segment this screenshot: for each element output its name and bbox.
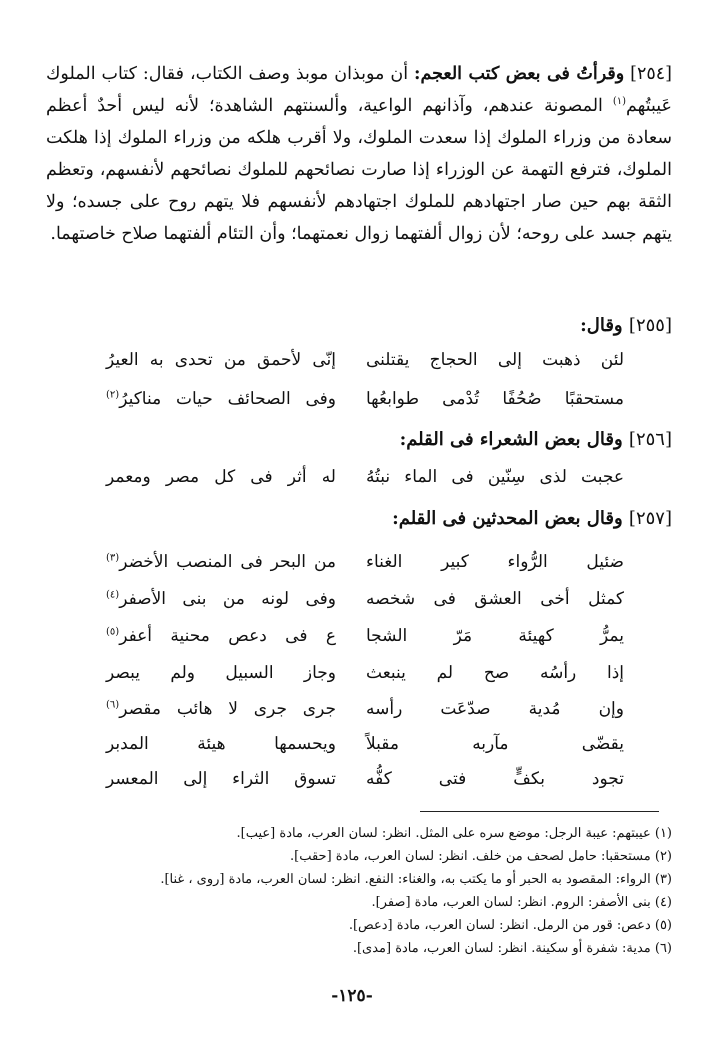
verse-line	[0, 656, 724, 690]
verse-second-hemistich: وفى الصحائف حيات مناكيرُ$^{(٢)}$	[106, 389, 336, 409]
section-title: وقال:	[580, 315, 623, 336]
footnotes	[46, 822, 672, 960]
verse-second-hemistich: تسوق الثراء إلى المعسر	[106, 769, 336, 789]
footnote-ref: (١)	[612, 96, 626, 108]
verse-line	[0, 460, 724, 494]
footnote: (٦) مدية: شفرة أو سكينة. انظر: لسان العرب، مادة [مدى].	[352, 941, 672, 956]
section-number: [٢٥٧]	[628, 508, 672, 529]
section-title: وقال بعض الشعراء فى القلم:	[399, 429, 623, 450]
verse-first-hemistich: يقضّى مآربه مقبلاً	[366, 734, 624, 754]
footnote-divider	[420, 811, 659, 812]
verse-second-hemistich: وجاز السبيل ولم يبصر	[106, 663, 336, 683]
verse-first-hemistich: يمرُّ كهيئة مَرّ الشجا	[366, 626, 624, 646]
verse-line	[0, 727, 724, 761]
section-number: [٢٥٥]	[628, 315, 672, 336]
section-257-heading	[392, 503, 672, 535]
verse-line	[0, 545, 724, 579]
section-lead: وقرأتُ فى بعض كتب العجم:	[414, 64, 625, 84]
verse-line	[0, 382, 724, 416]
footnote: (٣) الرواء: المقصود به الحبر أو ما يكتب به، والغناء: النفع. انظر: لسان العرب، مادة [روى ، غنا].	[160, 872, 672, 887]
section-title: وقال بعض المحدثين فى القلم:	[392, 508, 623, 529]
verse-second-hemistich: ويحسمها هيئة المدبر	[106, 734, 336, 754]
page-number: -١٢٥-	[331, 986, 373, 1006]
paragraph-text: أن موبذان موبذ وصف الكتاب، فقال: كتاب الملوك عَيبتُهم	[46, 64, 672, 116]
verse-first-hemistich: كمثل أخى العشق فى شخصه	[366, 589, 624, 609]
footnote-ref: (٢)	[106, 389, 120, 401]
section-255-heading	[580, 310, 672, 342]
footnote: (٥) دعص: قور من الرمل. انظر: لسان العرب، مادة [دعص].	[348, 918, 672, 933]
verse-first-hemistich: إذا رأسُه صح لم ينبعث	[366, 663, 624, 683]
verse-line	[0, 343, 724, 377]
verse-second-hemistich: إنّى لأحمق من تحدى به العيرُ	[106, 350, 336, 370]
verse-second-hemistich: ع فى دعص محنية أعفر$^{(٥)}$	[106, 626, 336, 646]
section-254-paragraph	[46, 58, 672, 250]
verse-first-hemistich: لئن ذهبت إلى الحجاج يقتلنى	[366, 350, 624, 370]
section-number: [٢٥٦]	[628, 429, 672, 450]
verse-first-hemistich: عجبت لذى سِنّين فى الماء نبتُهُ	[366, 467, 624, 487]
verse-first-hemistich: مستحقبًا صُحُفًا تُدْمى طوابعُها	[366, 389, 624, 409]
verse-first-hemistich: ضئيل الرُّواء كبير الغناء	[366, 552, 624, 572]
verse-second-hemistich: وفى لونه من بنى الأصفر$^{(٤)}$	[106, 589, 336, 609]
footnote-ref: (٤)	[106, 589, 120, 601]
footnote-ref: (٦)	[106, 699, 120, 711]
section-number: [٢٥٤]	[630, 64, 672, 84]
verse-line	[0, 619, 724, 653]
verse-second-hemistich: له أثر فى كل مصر ومعمر	[106, 467, 336, 487]
verse-line	[0, 762, 724, 796]
section-256-heading	[400, 424, 672, 456]
paragraph-text: المصونة عندهم، وآذانهم الواعية، وألسنتهم الشاهدة؛ لأنه ليس أحدٌ أعظم سعادة من وزراء الملوك إذا سعدت الملوك، ولا أقرب هلكه من وزراء الملوك إذا هلكت الملوك، فترفع التهمة عن الوزراء إذا صارت نصائحهم للملوك نصائحهم لأنفسهم، وتعظم الثقة بهم حين صار اجتهادهم للملوك اجتهادهم لأنفسهم فلا يتهم روح على جسده؛ ولا يتهم جسد على روحه؛ لأن زوال ألفتهما زوال نعمتهما؛ وأن التئام ألفتهما صلاح خاصتهما.	[46, 96, 672, 244]
footnote-ref: (٣)	[106, 552, 120, 564]
verse-line	[0, 692, 724, 726]
footnote: (٤) بنى الأصفر: الروم. انظر: لسان العرب، مادة [صفر].	[371, 895, 672, 910]
footnote-ref: (٥)	[106, 626, 120, 638]
verse-second-hemistich: من البحر فى المنصب الأخضر$^{(٣)}$	[106, 552, 336, 572]
verse-first-hemistich: تجود بكفٍّ فتى كفُّه	[366, 769, 624, 789]
verse-line	[0, 582, 724, 616]
footnote: (٢) مستحقبا: حامل لصحف من خلف. انظر: لسان العرب، مادة [حقب].	[290, 849, 672, 864]
footnote: (١) عيبتهم: عيبة الرجل: موضع سره على المثل. انظر: لسان العرب، مادة [عيب].	[236, 826, 672, 841]
verse-second-hemistich: جرى جرى لا هائب مقصر$^{(٦)}$	[106, 699, 336, 719]
verse-first-hemistich: وإن مُدية صدّعَت رأسه	[366, 699, 624, 719]
